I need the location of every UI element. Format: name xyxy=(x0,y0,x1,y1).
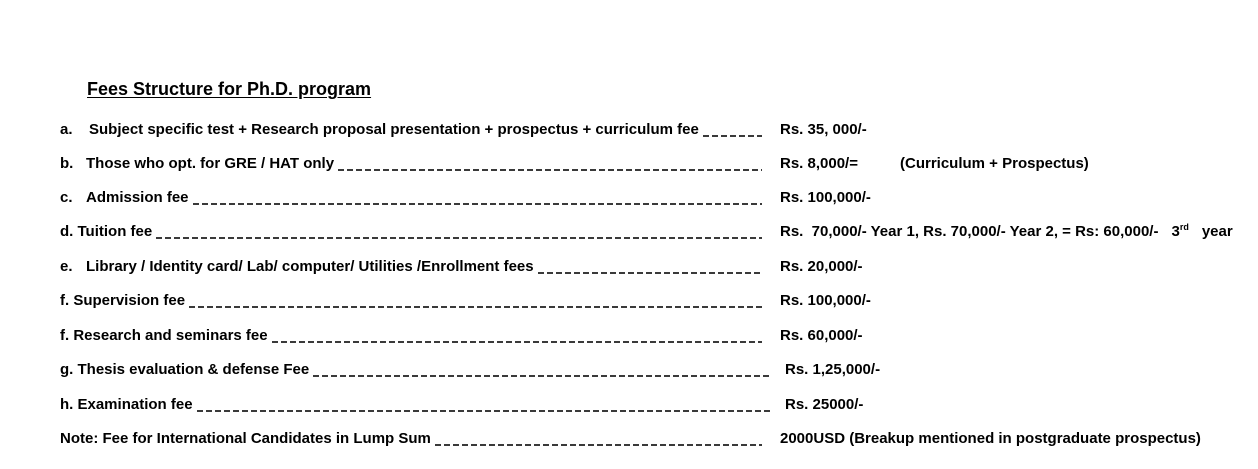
fee-item-note xyxy=(60,430,762,448)
dot-leader xyxy=(156,237,762,239)
ordinal-tail: year xyxy=(1201,223,1233,240)
item-label: Admission fee xyxy=(86,189,189,206)
dot-leader xyxy=(272,341,762,343)
item-marker: c. xyxy=(60,189,73,206)
ordinal-suffix: rd xyxy=(1179,222,1189,232)
fee-amount: Rs. 25000/- xyxy=(785,396,864,413)
fee-item-f-research xyxy=(60,327,762,345)
dot-leader xyxy=(338,169,762,171)
fee-item-f-supervision xyxy=(60,292,762,310)
dot-leader xyxy=(538,272,762,274)
fee-note: (Curriculum + Prospectus) xyxy=(900,155,1089,172)
dot-leader xyxy=(189,306,762,308)
item-label: f. Research and seminars fee xyxy=(60,327,268,344)
item-label-wrap xyxy=(60,155,334,173)
fee-amount: Rs. 100,000/- xyxy=(780,292,871,309)
fee-item-a xyxy=(60,121,762,139)
item-marker: a. xyxy=(60,121,73,138)
fee-item-b xyxy=(60,155,762,173)
fee-item-c xyxy=(60,189,762,207)
fee-amount-tuition xyxy=(780,223,1233,241)
fee-amount: Rs. 100,000/- xyxy=(780,189,871,206)
item-label: g. Thesis evaluation & defense Fee xyxy=(60,361,310,378)
dot-leader xyxy=(197,410,770,412)
fee-item-d xyxy=(60,223,762,241)
fee-amount: Rs. 35, 000/- xyxy=(780,121,867,138)
fee-amount: Rs. 8,000/= xyxy=(780,155,858,172)
item-label-wrap xyxy=(60,258,534,276)
item-marker: b. xyxy=(60,155,74,172)
item-label: f. Supervision fee xyxy=(60,292,186,309)
item-marker: e. xyxy=(60,258,73,275)
fee-amount: Rs. 1,25,000/- xyxy=(785,361,881,378)
ordinal-number: 3 xyxy=(1171,223,1180,240)
fee-amount: Rs. 20,000/- xyxy=(780,258,863,275)
year-ordinal xyxy=(1171,223,1188,240)
item-label: Those who opt. for GRE / HAT only xyxy=(86,155,335,172)
item-label-wrap xyxy=(60,189,189,207)
item-label-wrap xyxy=(60,121,699,139)
document-title: Fees Structure for Ph.D. program xyxy=(87,79,372,99)
fee-amount: Rs. 60,000/- xyxy=(780,327,863,344)
item-label: h. Examination fee xyxy=(60,396,193,413)
fee-amount: Rs. 70,000/- Year 1, Rs. 70,000/- Year 2, = Rs: 60,000/- xyxy=(780,223,1159,240)
fee-amount: 2000USD (Breakup mentioned in postgraduate prospectus) xyxy=(780,430,1201,447)
dot-leader xyxy=(193,203,762,205)
fee-item-e xyxy=(60,258,762,276)
dot-leader xyxy=(435,444,762,446)
item-label: Library / Identity card/ Lab/ computer/ Utilities /Enrollment fees xyxy=(86,258,534,275)
item-label: Note: Fee for International Candidates in Lump Sum xyxy=(60,430,431,447)
item-label: Subject specific test + Research proposal presentation + prospectus + curriculum fee xyxy=(89,121,699,138)
fee-item-h xyxy=(60,396,770,414)
item-label: d. Tuition fee xyxy=(60,223,153,240)
dot-leader xyxy=(703,135,762,137)
fee-item-g xyxy=(60,361,770,379)
dot-leader xyxy=(313,375,770,377)
